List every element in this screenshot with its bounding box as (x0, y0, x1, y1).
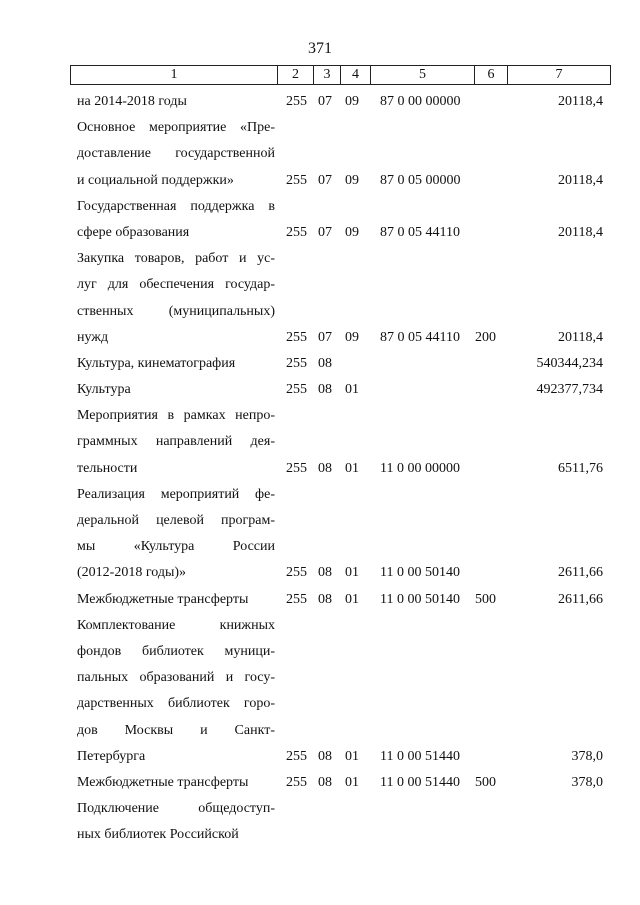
row-description: Петербурга (77, 748, 146, 764)
cell-c7: 2611,66 (558, 591, 603, 607)
row-description: Культура, кинематография (77, 355, 236, 371)
cell-c4: 09 (345, 94, 359, 109)
cell-c3: 08 (318, 355, 332, 371)
cell-c4: 09 (345, 224, 359, 240)
cell-c6: 200 (475, 329, 496, 345)
row-description: сфере образования (77, 224, 190, 240)
column-header-5: 5 (371, 66, 475, 85)
row-line (0, 613, 640, 639)
table-row (0, 482, 640, 587)
row-description: ственных (муниципальных) (77, 303, 275, 319)
cell-c2: 255 (286, 382, 307, 398)
cell-c5: 87 0 05 00000 (380, 172, 461, 188)
cell-c7: 20118,4 (558, 224, 603, 240)
row-description: Подключение общедоступ- (77, 801, 275, 817)
row-line (0, 560, 640, 586)
cell-c7: 20118,4 (558, 94, 603, 109)
cell-c4: 09 (345, 172, 359, 188)
row-line (0, 482, 640, 508)
cell-c5: 11 0 00 50140 (380, 565, 460, 581)
row-description: дов Москвы и Санкт- (77, 722, 275, 738)
cell-c4: 01 (345, 591, 359, 607)
row-description: граммных направлений дея- (77, 434, 275, 450)
column-header-table (70, 65, 611, 85)
row-description: Межбюджетные трансферты (77, 591, 249, 607)
cell-c5: 11 0 00 51440 (380, 774, 460, 790)
table-row (0, 403, 640, 482)
page-number: 371 (308, 40, 332, 57)
row-line (0, 796, 640, 822)
row-description: фондов библиотек муници- (77, 643, 275, 659)
row-description: пальных образований и госу- (77, 670, 275, 686)
cell-c4: 01 (345, 460, 359, 476)
row-line (0, 168, 640, 194)
cell-c6: 500 (475, 774, 496, 790)
cell-c3: 08 (318, 565, 332, 581)
cell-c3: 08 (318, 748, 332, 764)
row-description: тельности (77, 460, 138, 476)
cell-c2: 255 (286, 748, 307, 764)
row-line (0, 822, 640, 848)
row-line (0, 220, 640, 246)
row-line (0, 456, 640, 482)
row-line (0, 639, 640, 665)
cell-c2: 255 (286, 565, 307, 581)
cell-c6: 500 (475, 591, 496, 607)
cell-c2: 255 (286, 774, 307, 790)
cell-c2: 255 (286, 460, 307, 476)
table-row (0, 613, 640, 770)
cell-c5: 11 0 00 51440 (380, 748, 460, 764)
row-description: деральной целевой програм- (77, 513, 275, 528)
cell-c4: 01 (345, 748, 359, 764)
row-line (0, 377, 640, 403)
cell-c3: 08 (318, 591, 332, 607)
cell-c4: 01 (345, 774, 359, 790)
row-description: Основное мероприятие «Пре- (77, 120, 275, 136)
cell-c3: 08 (318, 460, 332, 476)
row-description: (2012-2018 годы)» (77, 565, 187, 581)
row-line (0, 325, 640, 351)
table-row (0, 89, 640, 115)
cell-c2: 255 (286, 329, 307, 345)
table-row (0, 587, 640, 613)
row-line (0, 587, 640, 613)
row-description: и социальной поддержки» (77, 172, 234, 188)
cell-c4: 09 (345, 329, 359, 345)
cell-c7: 492377,734 (536, 382, 603, 398)
cell-c5: 87 0 00 00000 (380, 94, 461, 109)
table-row (0, 796, 640, 848)
table-row (0, 194, 640, 246)
cell-c5: 11 0 00 50140 (380, 591, 460, 607)
column-header-1: 1 (71, 66, 278, 85)
column-header-4: 4 (341, 66, 371, 85)
column-header-2: 2 (278, 66, 314, 85)
row-line (0, 508, 640, 534)
row-description: Государственная поддержка в (77, 198, 275, 214)
column-header-6: 6 (475, 66, 508, 85)
row-description: Реализация мероприятий фе- (77, 486, 275, 502)
cell-c3: 07 (318, 94, 332, 109)
row-line (0, 770, 640, 796)
row-description: мы «Культура России (77, 539, 275, 555)
row-line (0, 403, 640, 429)
cell-c5: 87 0 05 44110 (380, 329, 460, 345)
row-line (0, 299, 640, 325)
cell-c4: 01 (345, 382, 359, 398)
row-description: Межбюджетные трансферты (77, 774, 249, 790)
cell-c3: 07 (318, 172, 332, 188)
row-description: доставление государственной (77, 146, 275, 162)
cell-c5: 87 0 05 44110 (380, 224, 460, 240)
row-line (0, 141, 640, 167)
row-line (0, 744, 640, 770)
cell-c7: 20118,4 (558, 172, 603, 188)
column-header-7: 7 (508, 66, 611, 85)
cell-c2: 255 (286, 355, 307, 371)
table-row (0, 377, 640, 403)
cell-c7: 2611,66 (558, 565, 603, 581)
table-row (0, 246, 640, 351)
row-description: Мероприятия в рамках непро- (77, 408, 275, 424)
cell-c5: 11 0 00 00000 (380, 460, 460, 476)
row-description: Культура (77, 382, 131, 398)
table-row (0, 770, 640, 796)
row-line (0, 718, 640, 744)
table-row (0, 351, 640, 377)
row-line (0, 194, 640, 220)
table-row (0, 115, 640, 194)
cell-c2: 255 (286, 224, 307, 240)
row-line (0, 351, 640, 377)
budget-table-body (0, 89, 640, 848)
cell-c4: 01 (345, 565, 359, 581)
cell-c7: 378,0 (571, 774, 603, 790)
cell-c3: 07 (318, 329, 332, 345)
row-line (0, 691, 640, 717)
cell-c2: 255 (286, 94, 307, 109)
cell-c2: 255 (286, 172, 307, 188)
row-line (0, 429, 640, 455)
cell-c2: 255 (286, 591, 307, 607)
cell-c3: 08 (318, 382, 332, 398)
row-description: Закупка товаров, работ и ус- (77, 251, 275, 267)
row-description: дарственных библиотек горо- (77, 696, 275, 712)
cell-c7: 540344,234 (536, 355, 603, 371)
row-line (0, 665, 640, 691)
row-description: нужд (77, 329, 109, 345)
row-line (0, 115, 640, 141)
cell-c3: 08 (318, 774, 332, 790)
row-line (0, 246, 640, 272)
cell-c3: 07 (318, 224, 332, 240)
row-description: Комплектование книжных (77, 617, 275, 633)
row-line (0, 272, 640, 298)
row-description: ных библиотек Российской (77, 827, 239, 843)
row-line (0, 89, 640, 115)
row-description: на 2014-2018 годы (77, 94, 187, 109)
column-header-3: 3 (314, 66, 341, 85)
cell-c7: 6511,76 (558, 460, 603, 476)
row-description: луг для обеспечения государ- (77, 277, 275, 293)
cell-c7: 378,0 (571, 748, 603, 764)
cell-c7: 20118,4 (558, 329, 603, 345)
row-line (0, 534, 640, 560)
